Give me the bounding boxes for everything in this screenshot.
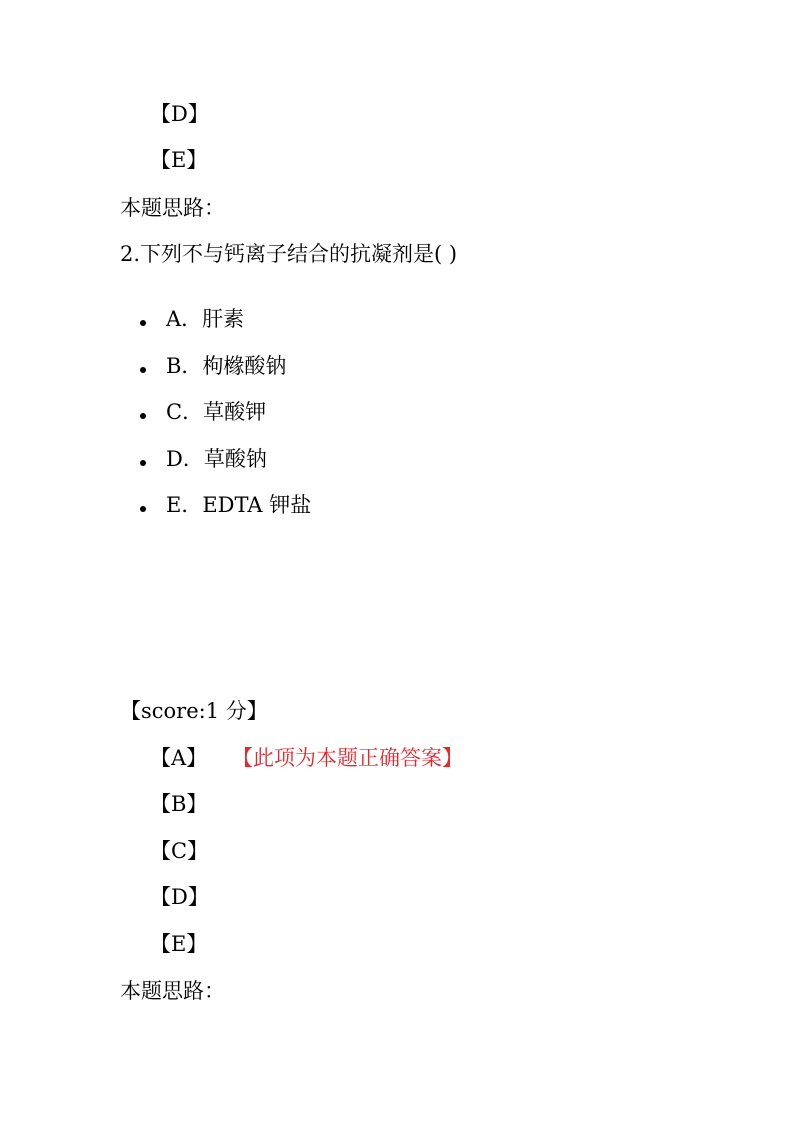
choice-text: 草酸钠: [203, 447, 267, 471]
answer-option-d: 【D】: [150, 885, 209, 909]
prev-option-e: 【E】: [150, 148, 208, 172]
choice-letter: B．: [166, 354, 203, 378]
choice-letter: A．: [166, 307, 203, 331]
choice-a: [140, 306, 244, 332]
bullet-icon: [140, 460, 146, 466]
bullet-icon: [140, 506, 146, 512]
thinking-label: 本题思路：: [120, 979, 225, 1003]
choice-letter: C．: [166, 400, 204, 424]
answer-option-b: 【B】: [150, 792, 208, 816]
choice-text: 草酸钾: [203, 400, 267, 424]
score-label: 【score:1 分】: [120, 699, 268, 723]
bullet-icon: [140, 413, 146, 419]
choice-text: EDTA 钾盐: [202, 493, 312, 517]
choice-letter: E．: [166, 493, 203, 517]
choice-text: 枸橼酸钠: [202, 354, 287, 378]
choice-c: [140, 399, 266, 425]
correct-answer-note: 【此项为本题正确答案】: [232, 746, 463, 770]
choice-b: [140, 353, 286, 379]
prev-option-d: 【D】: [150, 102, 209, 126]
question-text: 2.下列不与钙离子结合的抗凝剂是( ): [120, 242, 458, 266]
answer-option-a: 【A】: [150, 746, 208, 770]
prev-thinking-label: 本题思路：: [120, 196, 225, 220]
choice-d: [140, 446, 267, 472]
answer-option-e: 【E】: [150, 932, 208, 956]
answer-option-c: 【C】: [150, 839, 209, 863]
choice-e: [140, 492, 311, 518]
bullet-icon: [140, 367, 146, 373]
choice-letter: D．: [166, 447, 204, 471]
bullet-icon: [140, 320, 146, 326]
choice-text: 肝素: [202, 307, 245, 331]
